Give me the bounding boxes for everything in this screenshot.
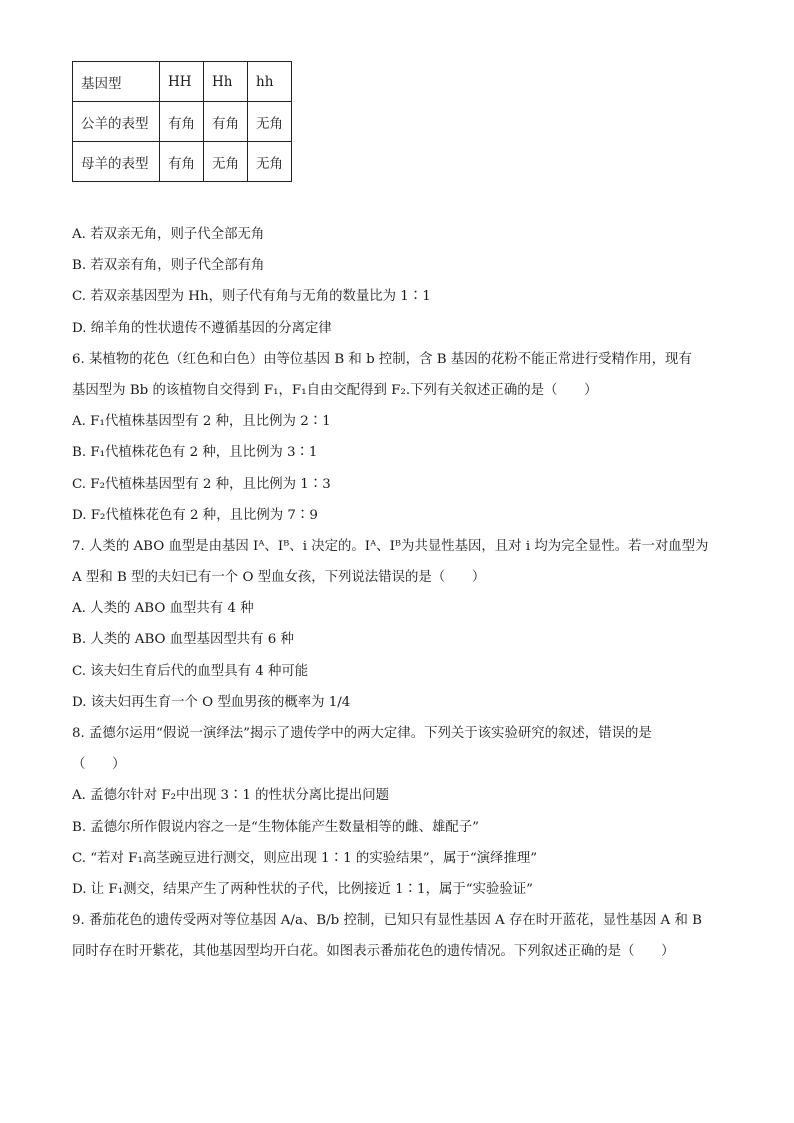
question-stem-line: 8. 孟德尔运用“假说一演绎法”揭示了遗传学中的两大定律。下列关于该实验研究的叙述，错误的是 [72,726,652,741]
option-line: C. 该夫妇生育后代的血型具有 4 种可能 [72,663,309,679]
option-line: C. “若对 F₁高茎豌豆进行测交，则应出现 1∶1 的实验结果”，属于“演绎推理” [72,850,538,866]
option-line: A. 若双亲无角，则子代全部无角 [72,227,265,242]
option-line: A. 人类的 ABO 血型共有 4 种 [72,601,254,617]
question-text [72,224,732,973]
table-cell: 公羊的表型 [73,102,160,142]
table-cell: 无角 [248,102,292,142]
option-line: C. F₂代植株基因型有 2 种，且比例为 1∶3 [72,476,331,492]
option-line: B. F₁代植株花色有 2 种，且比例为 3∶1 [72,445,318,461]
table-cell: Hh [204,62,248,102]
question-stem-line: 9. 番茄花色的遗传受两对等位基因 A/a、B/b 控制，已知只有显性基因 A 存在时开蓝花，显性基因 A 和 B [72,913,702,929]
question-stem-line: 基因型为 Bb 的该植物自交得到 F₁，F₁自由交配得到 F₂.下列有关叙述正确的是（ ） [72,382,598,398]
table-cell: 母羊的表型 [73,142,160,182]
question-stem-line: 6. 某植物的花色（红色和白色）由等位基因 B 和 b 控制，含 B 基因的花粉不能正常进行受精作用，现有 [72,351,692,367]
table-row [73,102,292,142]
option-line: A. F₁代植株基因型有 2 种，且比例为 2∶1 [72,414,331,430]
question-stem-line: A 型和 B 型的夫妇已有一个 O 型血女孩，下列说法错误的是（ ） [72,570,486,586]
option-line: B. 孟德尔所作假说内容之一是“生物体能产生数量相等的雌、雄配子” [72,819,479,835]
genotype-phenotype-table [72,61,292,182]
option-line: D. 绵羊角的性状遗传不遵循基因的分离定律 [72,320,332,336]
question-stem-line: 同时存在时开紫花，其他基因型均开白花。如图表示番茄花色的遗传情况。下列叙述正确的是（ ） [72,944,675,960]
option-line: D. F₂代植株花色有 2 种，且比例为 7∶9 [72,507,318,523]
question-stem-line: 7. 人类的 ABO 血型是由基因 Iᴬ、Iᴮ、i 决定的。Iᴬ、Iᴮ为共显性基因，且对 i 均为完全显性。若一对血型为 [72,538,709,554]
table-cell: 基因型 [73,62,160,102]
table-cell: hh [248,62,292,102]
option-line: D. 让 F₁测交，结果产生了两种性状的子代，比例接近 1∶1，属于“实验验证” [72,881,533,897]
table-cell: 有角 [204,102,248,142]
option-line: A. 孟德尔针对 F₂中出现 3∶1 的性状分离比提出问题 [72,788,390,804]
option-line: D. 该夫妇再生育一个 O 型血男孩的概率为 1/4 [72,694,351,710]
option-line: B. 人类的 ABO 血型基因型共有 6 种 [72,632,294,648]
question-stem-line: （ ） [72,757,126,773]
table-cell: HH [160,62,204,102]
table-cell: 无角 [248,142,292,182]
option-line: B. 若双亲有角，则子代全部有角 [72,258,265,274]
option-line: C. 若双亲基因型为 Hh，则子代有角与无角的数量比为 1∶1 [72,289,431,305]
table-row [73,142,292,182]
table-cell: 有角 [160,102,204,142]
table-row [73,62,292,102]
table-cell: 无角 [204,142,248,182]
table-cell: 有角 [160,142,204,182]
